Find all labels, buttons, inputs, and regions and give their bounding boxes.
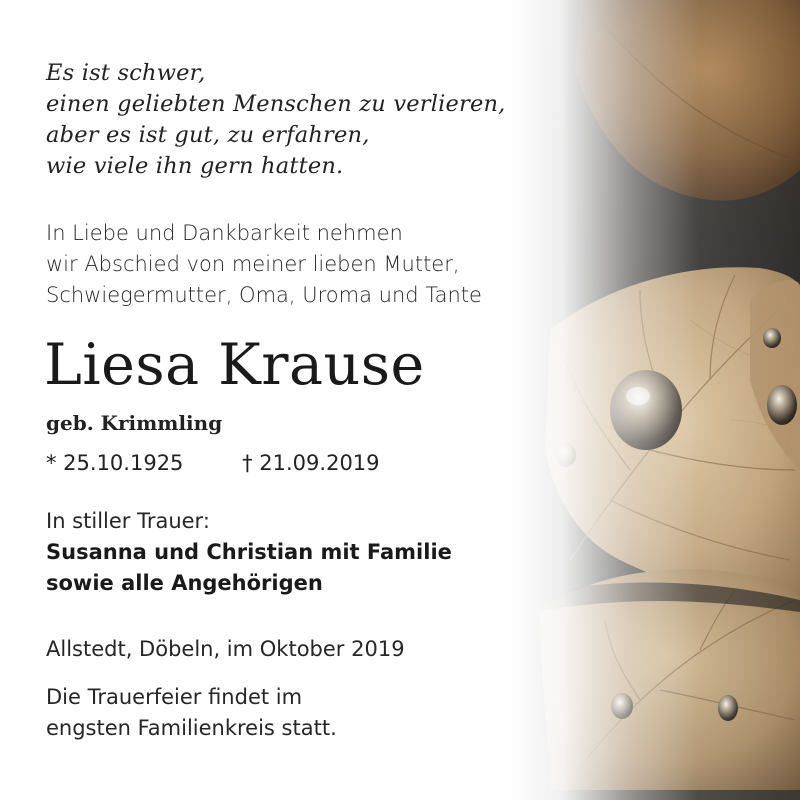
- note-line: engsten Familienkreis statt.: [46, 716, 337, 740]
- place-and-date: Allstedt, Döbeln, im Oktober 2019: [46, 637, 405, 661]
- intro-line: wir Abschied von meiner lieben Mutter,: [46, 252, 460, 276]
- maiden-name: geb. Krimmling: [46, 411, 223, 435]
- memorial-poem: [46, 58, 506, 182]
- poem-line: Es ist schwer,: [46, 60, 206, 86]
- mourner-line: Susanna und Christian mit Familie: [46, 540, 452, 564]
- deceased-name: Liesa Krause: [44, 332, 425, 398]
- life-dates: [46, 448, 380, 478]
- farewell-intro: [46, 218, 482, 311]
- intro-line: In Liebe und Dankbarkeit nehmen: [46, 221, 403, 245]
- death-date: † 21.09.2019: [242, 451, 380, 475]
- poem-line: wie viele ihn gern hatten.: [46, 153, 344, 179]
- poem-line: aber es ist gut, zu erfahren,: [46, 122, 370, 148]
- mourners-label: In stiller Trauer:: [46, 509, 210, 533]
- note-line: Die Trauerfeier findet im: [46, 685, 303, 709]
- mourner-line: sowie alle Angehörigen: [46, 571, 323, 595]
- leaves-illustration: [510, 0, 800, 800]
- birth-date: * 25.10.1925: [46, 451, 184, 475]
- intro-line: Schwiegermutter, Oma, Uroma und Tante: [46, 283, 482, 307]
- funeral-note: [46, 682, 337, 744]
- mourners-list: [46, 537, 452, 599]
- poem-line: einen geliebten Menschen zu verlieren,: [46, 91, 506, 117]
- autumn-leaves-photo: [510, 0, 800, 800]
